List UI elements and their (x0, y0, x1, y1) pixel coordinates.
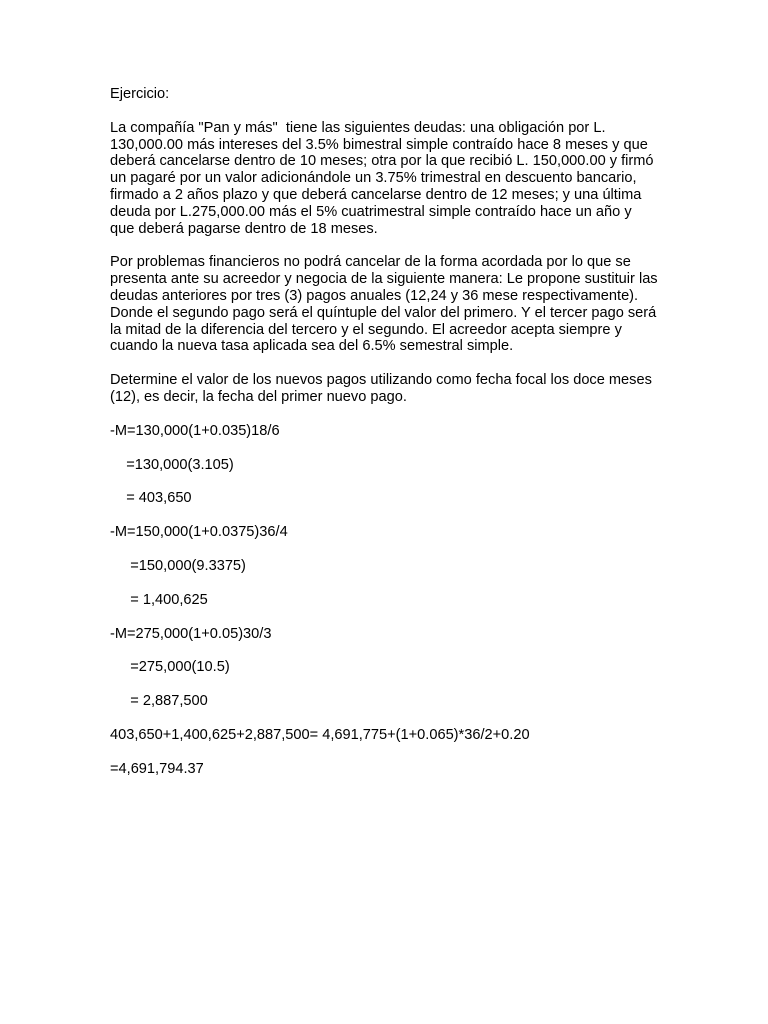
problem-paragraph-debts: La compañía "Pan y más" tiene las siguientes deudas: una obligación por L. 130,000.00 más intereses del 3.5% bimestral simple contraído hace 8 meses y que deberá cancelarse dentro de 10 meses; otra por la que recibió L. 150,000.00 y firmó un pagaré por un valor adicionándole un 3.75% trimestral en descuento bancario, firmado a 2 años plazo y que deberá cancelarse dentro de 12 meses; y una última deuda por L.275,000.00 más el 5% cuatrimestral simple contraído hace un año y que deberá pagarse dentro de 18 meses. (110, 119, 658, 237)
document-body (110, 86, 660, 795)
calculation-line: =130,000(3.105) (110, 456, 234, 473)
calculation-line: = 403,650 (110, 490, 192, 507)
calculation-line: -M=275,000(1+0.05)30/3 (110, 625, 272, 642)
calculation-line: =150,000(9.3375) (110, 557, 246, 574)
problem-paragraph-negotiation: Por problemas financieros no podrá cancelar de la forma acordada por lo que se presenta ante su acreedor y negocia de la siguiente manera: Le propone sustituir las deudas anteriores por tres (3) pagos anuales (12,24 y 36 mese respectivamente). Donde el segundo pago será el quíntuple del valor del primero. Y el tercer pago será la mitad de la diferencia del tercero y el segundo. El acreedor acepta siempre y cuando la nueva tasa aplicada sea del 6.5% semestral simple. (110, 254, 662, 355)
calculation-result-line: =4,691,794.37 (110, 760, 204, 777)
calculation-line: =275,000(10.5) (110, 659, 230, 676)
calculation-line: -M=130,000(1+0.035)18/6 (110, 422, 280, 439)
problem-paragraph-question: Determine el valor de los nuevos pagos utilizando como fecha focal los doce meses (12), es decir, la fecha del primer nuevo pago. (110, 372, 656, 405)
calculation-line: = 1,400,625 (110, 591, 208, 608)
exercise-heading: Ejercicio: (110, 86, 170, 102)
calculation-total-line: 403,650+1,400,625+2,887,500= 4,691,775+(1+0.065)*36/2+0.20 (110, 726, 530, 743)
calculation-line: -M=150,000(1+0.0375)36/4 (110, 524, 288, 541)
calculation-line: = 2,887,500 (110, 693, 208, 710)
